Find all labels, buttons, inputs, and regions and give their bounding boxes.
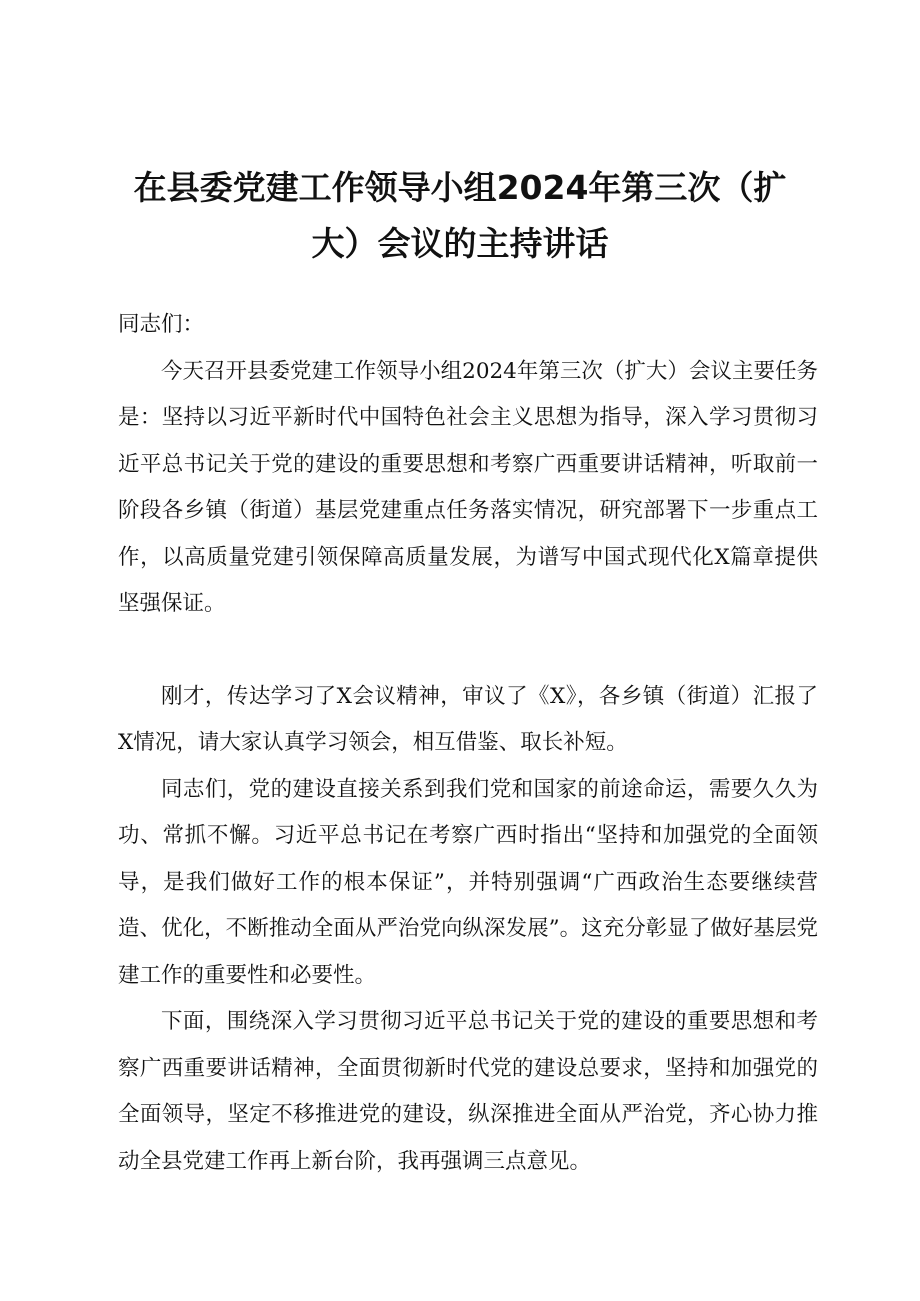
- document-body: [118, 302, 818, 1185]
- paragraph-3: 同志们，党的建设直接关系到我们党和国家的前途命运，需要久久为功、常抓不懈。习近平总书记在考察广西时指出“坚持和加强党的全面领导，是我们做好工作的根本保证”，并特别强调“广西政治生态要继续营造、优化，不断推动全面从严治党向纵深发展”。这充分彰显了做好基层党建工作的重要性和必要性。: [118, 776, 818, 988]
- paragraph-4: 下面，围绕深入学习贯彻习近平总书记关于党的建设的重要思想和考察广西重要讲话精神，全面贯彻新时代党的建设总要求，坚持和加强党的全面领导，坚定不移推进党的建设，纵深推进全面从严治党，齐心协力推动全县党建工作再上新台阶，我再强调三点意见。: [118, 1009, 818, 1174]
- document-title: [110, 160, 810, 272]
- salutation: 同志们：: [118, 312, 205, 337]
- paragraph-2: 刚才，传达学习了X会议精神，审议了《X》，各乡镇（街道）汇报了X情况，请大家认真学习领会，相互借鉴、取长补短。: [118, 683, 818, 755]
- paragraph-gap: [118, 628, 818, 674]
- title-line-2: 大）会议的主持讲话: [311, 224, 609, 263]
- title-line-1: 在县委党建工作领导小组2024年第三次（扩: [133, 168, 787, 207]
- paragraph-1: 今天召开县委党建工作领导小组2024年第三次（扩大）会议主要任务是：坚持以习近平新时代中国特色社会主义思想为指导，深入学习贯彻习近平总书记关于党的建设的重要思想和考察广西重要讲话精神，听取前一阶段各乡镇（街道）基层党建重点任务落实情况，研究部署下一步重点工作，以高质量党建引领保障高质量发展，为谱写中国式现代化X篇章提供坚强保证。: [118, 358, 818, 616]
